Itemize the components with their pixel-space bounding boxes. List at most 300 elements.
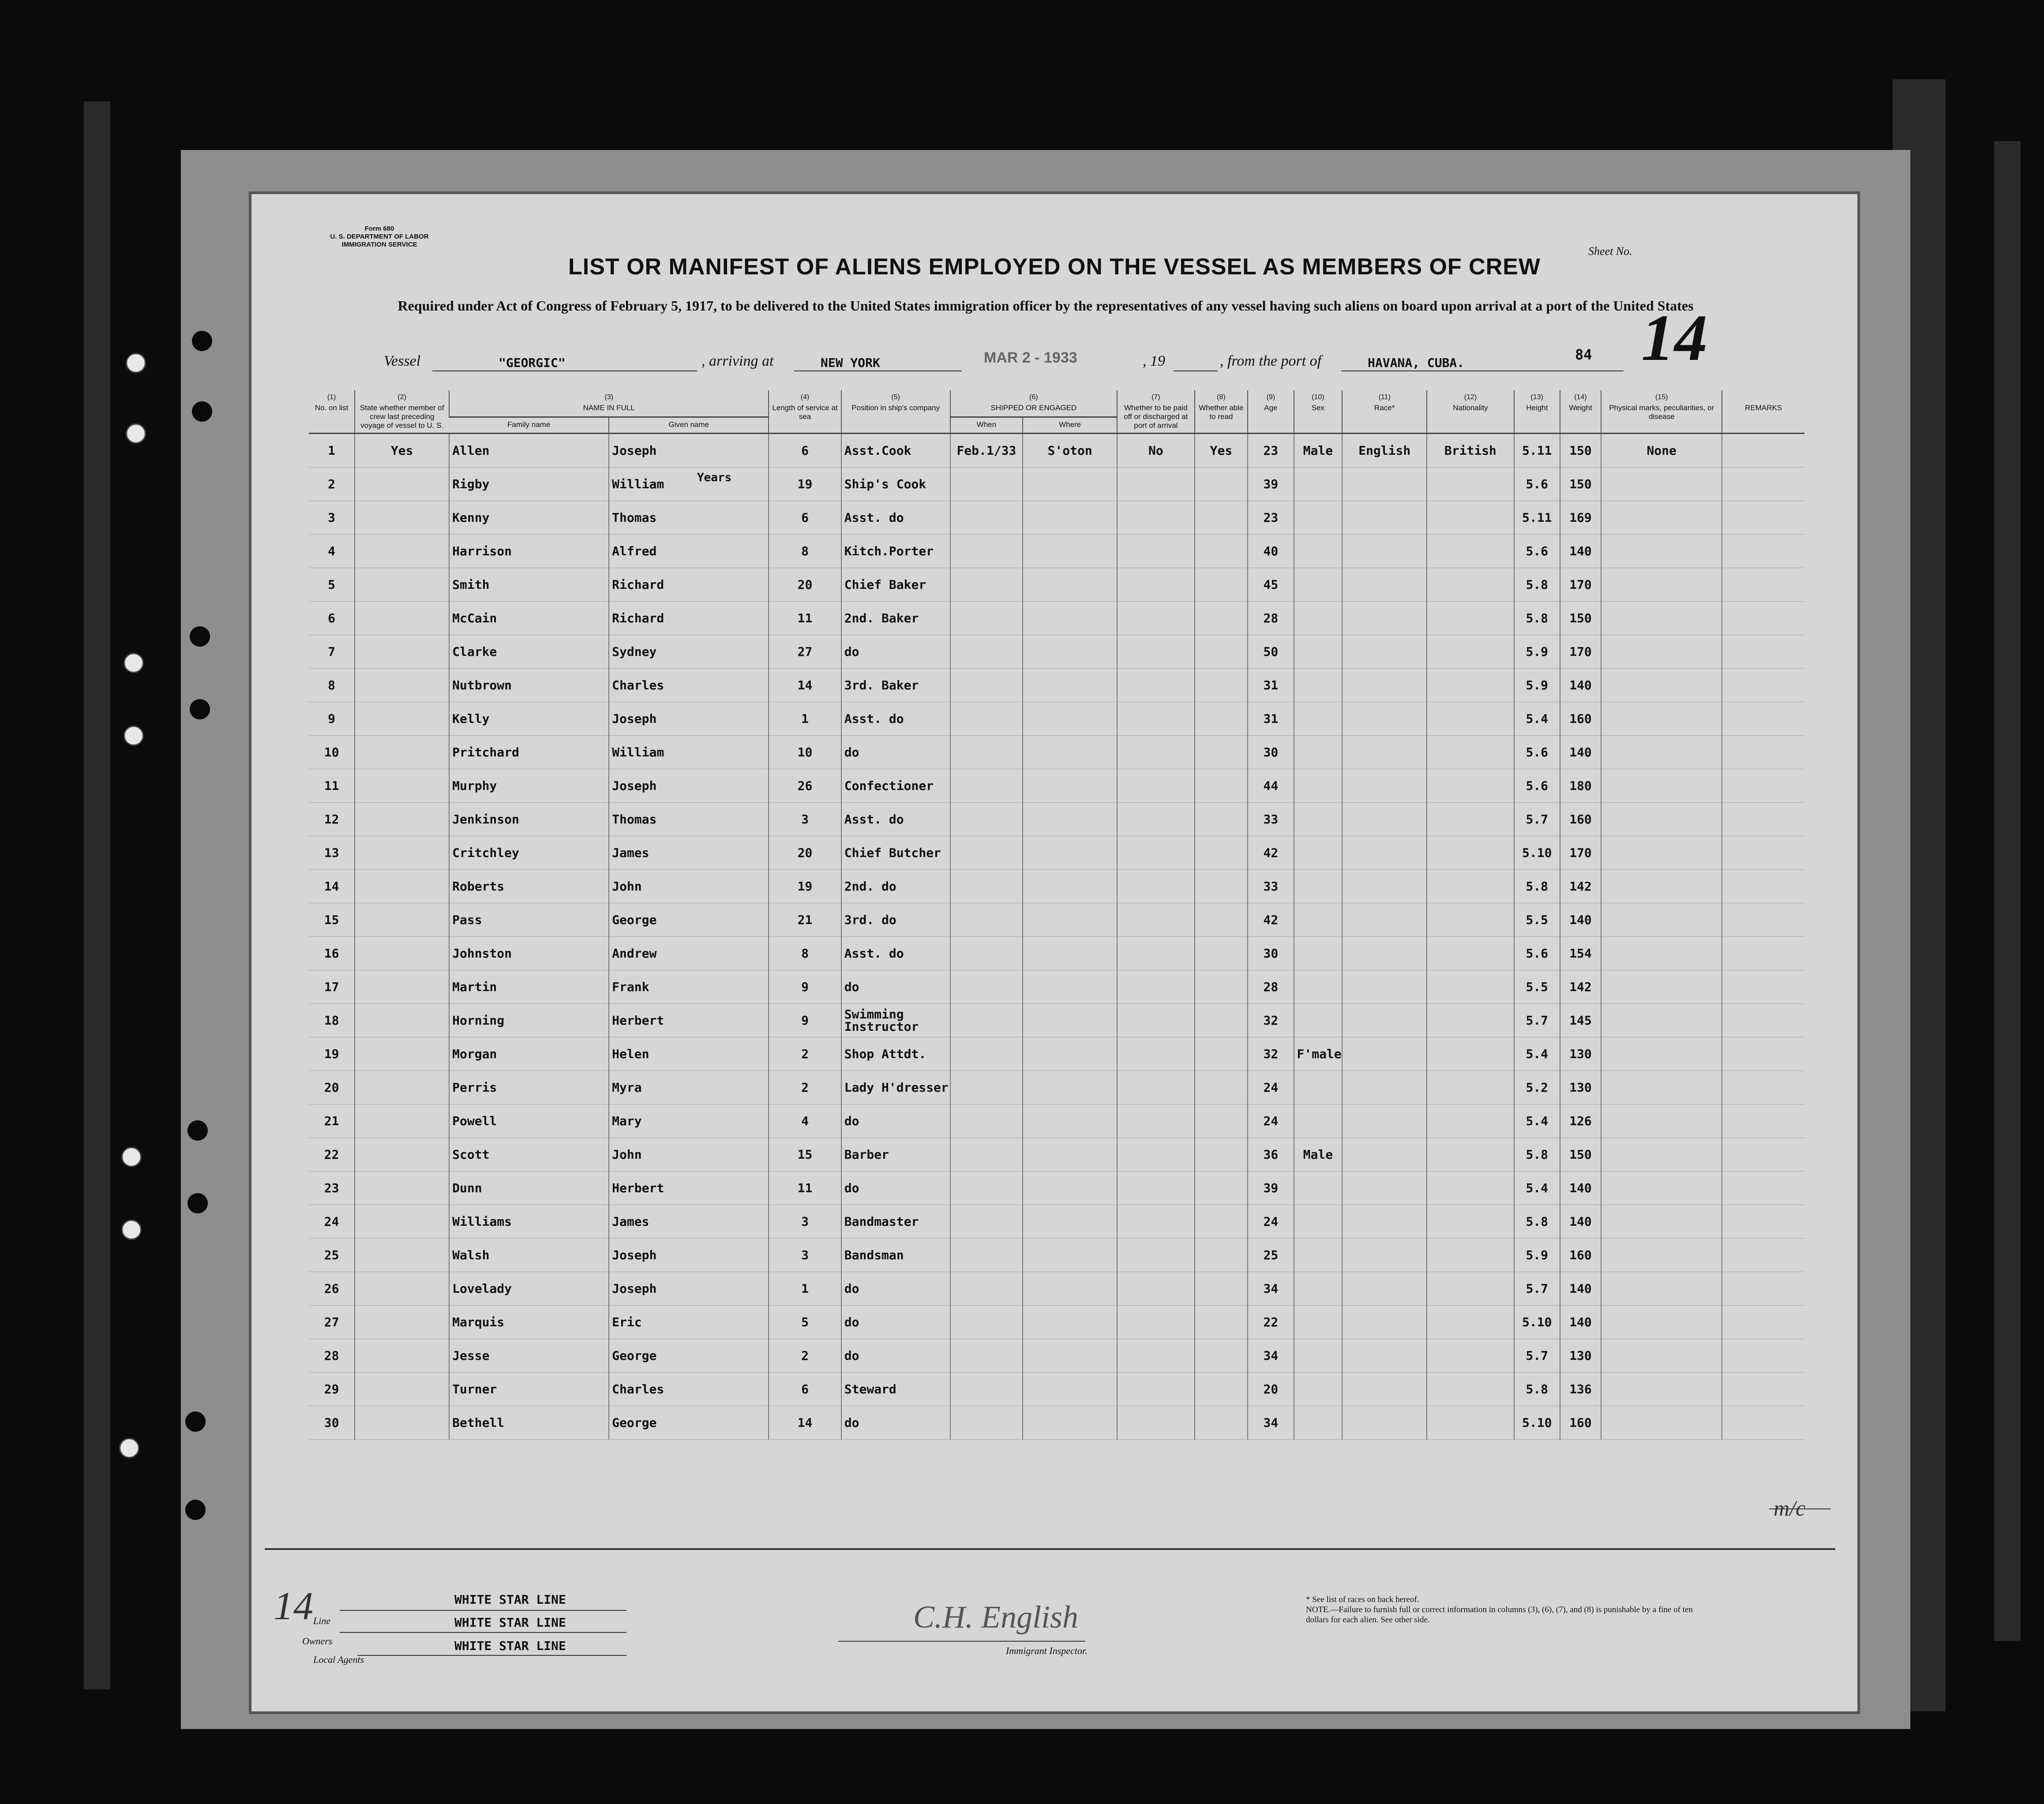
previous-voyage-cell <box>355 568 449 602</box>
physical-marks-cell <box>1601 1339 1722 1373</box>
physical-marks-cell <box>1601 870 1722 903</box>
family-name-cell: Murphy <box>449 769 609 803</box>
binder-hole <box>185 1411 206 1432</box>
service-years-cell: 20 <box>769 568 841 602</box>
given-name-cell: Myra <box>609 1071 769 1104</box>
col-header-height: (13) Height <box>1514 390 1560 434</box>
shipped-when-cell <box>950 836 1023 870</box>
paid-off-cell <box>1117 568 1195 602</box>
col-header-name-in-full: (3) NAME IN FULL <box>449 390 769 417</box>
shipped-when-cell <box>950 669 1023 702</box>
height-cell: 5.8 <box>1514 602 1560 635</box>
service-years-cell: 4 <box>769 1104 841 1138</box>
family-name-cell: Marquis <box>449 1306 609 1339</box>
height-cell: 5.8 <box>1514 1138 1560 1171</box>
right-handwritten-mark: m/c <box>1774 1496 1806 1520</box>
physical-marks-cell <box>1601 468 1722 501</box>
paid-off-cell <box>1117 1138 1195 1171</box>
sex-cell <box>1294 1171 1343 1205</box>
nationality-cell <box>1427 903 1514 937</box>
remarks-cell <box>1722 1339 1804 1373</box>
row-number-cell: 7 <box>309 635 355 669</box>
given-name-cell: John <box>609 1138 769 1171</box>
family-name-cell: Jesse <box>449 1339 609 1373</box>
family-name-cell: Clarke <box>449 635 609 669</box>
able-to-read-cell <box>1195 1239 1248 1272</box>
table-row <box>309 602 1804 635</box>
position-cell: Chief Baker <box>841 568 950 602</box>
race-cell <box>1342 635 1427 669</box>
family-name-cell: Lovelady <box>449 1272 609 1306</box>
family-name-cell: Smith <box>449 568 609 602</box>
race-cell <box>1342 669 1427 702</box>
row-number-cell: 2 <box>309 468 355 501</box>
from-label: , from the port of <box>1220 353 1322 369</box>
physical-marks-cell <box>1601 836 1722 870</box>
paid-off-cell <box>1117 937 1195 970</box>
nationality-cell <box>1427 535 1514 568</box>
shipped-when-cell <box>950 803 1023 836</box>
previous-voyage-cell <box>355 803 449 836</box>
position-cell: Asst. do <box>841 803 950 836</box>
row-number-cell: 14 <box>309 870 355 903</box>
able-to-read-cell <box>1195 1138 1248 1171</box>
previous-voyage-cell <box>355 1071 449 1104</box>
col-header-service: (4) Length of service at sea <box>769 390 841 434</box>
paid-off-cell <box>1117 1205 1195 1239</box>
physical-marks-cell <box>1601 501 1722 535</box>
race-cell <box>1342 1004 1427 1037</box>
age-cell: 42 <box>1248 836 1294 870</box>
nationality-cell <box>1427 702 1514 736</box>
shipped-where-cell <box>1023 1406 1117 1440</box>
given-name-cell: Eric <box>609 1306 769 1339</box>
position-cell: Steward <box>841 1373 950 1406</box>
sex-cell <box>1294 1239 1343 1272</box>
physical-marks-cell <box>1601 568 1722 602</box>
position-cell: Bandmaster <box>841 1205 950 1239</box>
family-name-cell: Rigby <box>449 468 609 501</box>
service-years-cell: 19 <box>769 468 841 501</box>
able-to-read-cell <box>1195 669 1248 702</box>
height-cell: 5.10 <box>1514 1306 1560 1339</box>
table-row <box>309 769 1804 803</box>
shipped-where-cell <box>1023 635 1117 669</box>
row-number-cell: 3 <box>309 501 355 535</box>
shipped-when-cell <box>950 1306 1023 1339</box>
height-cell: 5.4 <box>1514 1104 1560 1138</box>
family-name-cell: Dunn <box>449 1171 609 1205</box>
height-cell: 5.9 <box>1514 1239 1560 1272</box>
row-number-cell: 28 <box>309 1339 355 1373</box>
shipped-where-cell <box>1023 1239 1117 1272</box>
position-cell: do <box>841 1406 950 1440</box>
family-name-cell: Critchley <box>449 836 609 870</box>
col-header-age: (9) Age <box>1248 390 1294 434</box>
able-to-read-cell <box>1195 769 1248 803</box>
paid-off-cell <box>1117 1306 1195 1339</box>
previous-voyage-cell <box>355 1406 449 1440</box>
weight-cell: 140 <box>1560 903 1601 937</box>
signature-underline <box>838 1641 1085 1642</box>
service-years-cell: 1 <box>769 1272 841 1306</box>
right-mark-underline <box>1769 1508 1831 1509</box>
given-name-cell: Helen <box>609 1037 769 1071</box>
paid-off-cell <box>1117 501 1195 535</box>
nationality-cell <box>1427 870 1514 903</box>
height-cell: 5.10 <box>1514 836 1560 870</box>
shipped-where-cell <box>1023 1004 1117 1037</box>
age-cell: 28 <box>1248 970 1294 1004</box>
line-label: Line <box>313 1615 331 1626</box>
sex-cell <box>1294 970 1343 1004</box>
nationality-cell <box>1427 836 1514 870</box>
physical-marks-cell <box>1601 1406 1722 1440</box>
weight-cell: 130 <box>1560 1071 1601 1104</box>
previous-voyage-cell <box>355 1373 449 1406</box>
sex-cell <box>1294 568 1343 602</box>
physical-marks-cell <box>1601 1272 1722 1306</box>
given-name-cell: Mary <box>609 1104 769 1138</box>
physical-marks-cell <box>1601 1205 1722 1239</box>
race-cell <box>1342 1104 1427 1138</box>
remarks-cell <box>1722 1406 1804 1440</box>
page-title: LIST OR MANIFEST OF ALIENS EMPLOYED ON THE VESSEL AS MEMBERS OF CREW <box>568 254 1541 280</box>
agents-underline <box>357 1655 626 1656</box>
shipped-when-cell <box>950 1138 1023 1171</box>
shipped-when-cell <box>950 535 1023 568</box>
previous-voyage-cell <box>355 535 449 568</box>
nationality-cell <box>1427 1306 1514 1339</box>
family-name-cell: Johnston <box>449 937 609 970</box>
sex-cell <box>1294 803 1343 836</box>
family-name-cell: Walsh <box>449 1239 609 1272</box>
able-to-read-cell <box>1195 1004 1248 1037</box>
service-name: IMMIGRATION SERVICE <box>341 241 417 248</box>
paid-off-cell: No <box>1117 434 1195 468</box>
position-cell: Confectioner <box>841 769 950 803</box>
shipped-where-cell <box>1023 903 1117 937</box>
sex-cell <box>1294 836 1343 870</box>
shipped-where-cell <box>1023 836 1117 870</box>
row-number-cell: 18 <box>309 1004 355 1037</box>
physical-marks-cell <box>1601 1306 1722 1339</box>
table-row <box>309 1272 1804 1306</box>
height-cell: 5.11 <box>1514 434 1560 468</box>
sex-cell <box>1294 635 1343 669</box>
row-number-cell: 16 <box>309 937 355 970</box>
shipped-where-cell <box>1023 937 1117 970</box>
given-name-cell: Joseph <box>609 769 769 803</box>
remarks-cell <box>1722 1239 1804 1272</box>
row-number-cell: 17 <box>309 970 355 1004</box>
position-cell: do <box>841 1171 950 1205</box>
shipped-where-cell <box>1023 1037 1117 1071</box>
physical-marks-cell <box>1601 1138 1722 1171</box>
age-cell: 31 <box>1248 669 1294 702</box>
able-to-read-cell <box>1195 937 1248 970</box>
shipped-where-cell <box>1023 1138 1117 1171</box>
film-edge-left <box>84 101 110 1689</box>
position-cell: do <box>841 1272 950 1306</box>
height-cell: 5.9 <box>1514 635 1560 669</box>
physical-marks-cell <box>1601 970 1722 1004</box>
binder-hole <box>188 1193 208 1213</box>
race-cell <box>1342 937 1427 970</box>
nationality-cell <box>1427 568 1514 602</box>
weight-cell: 140 <box>1560 736 1601 769</box>
service-years-cell: 3 <box>769 1205 841 1239</box>
previous-voyage-cell <box>355 736 449 769</box>
physical-marks-cell <box>1601 937 1722 970</box>
given-name-cell: Joseph <box>609 434 769 468</box>
given-name-cell: Richard <box>609 568 769 602</box>
table-row <box>309 1373 1804 1406</box>
family-name-cell: McCain <box>449 602 609 635</box>
position-cell: Bandsman <box>841 1239 950 1272</box>
remarks-cell <box>1722 468 1804 501</box>
nationality-cell <box>1427 970 1514 1004</box>
age-cell: 22 <box>1248 1306 1294 1339</box>
family-name-cell: Pritchard <box>449 736 609 769</box>
position-cell: Asst. do <box>841 702 950 736</box>
age-cell: 42 <box>1248 903 1294 937</box>
remarks-cell <box>1722 568 1804 602</box>
binder-hole <box>121 1147 142 1167</box>
years-label: Years <box>697 471 732 484</box>
race-cell <box>1342 702 1427 736</box>
physical-marks-cell <box>1601 702 1722 736</box>
remarks-cell <box>1722 1171 1804 1205</box>
race-cell <box>1342 903 1427 937</box>
given-name-cell: Joseph <box>609 1239 769 1272</box>
shipped-where-cell <box>1023 1306 1117 1339</box>
nationality-cell <box>1427 1104 1514 1138</box>
race-cell <box>1342 736 1427 769</box>
agents-label: Local Agents <box>313 1654 364 1665</box>
paid-off-cell <box>1117 1104 1195 1138</box>
height-cell: 5.11 <box>1514 501 1560 535</box>
row-number-cell: 21 <box>309 1104 355 1138</box>
remarks-cell <box>1722 1373 1804 1406</box>
paid-off-cell <box>1117 836 1195 870</box>
height-cell: 5.6 <box>1514 769 1560 803</box>
height-cell: 5.5 <box>1514 970 1560 1004</box>
table-row <box>309 937 1804 970</box>
physical-marks-cell <box>1601 602 1722 635</box>
crew-rows <box>309 434 1804 1440</box>
service-years-cell: 9 <box>769 1004 841 1037</box>
physical-marks-cell <box>1601 669 1722 702</box>
col-header-race: (11) Race* <box>1342 390 1427 434</box>
table-row <box>309 870 1804 903</box>
age-cell: 24 <box>1248 1205 1294 1239</box>
department-name: U. S. DEPARTMENT OF LABOR <box>330 233 429 240</box>
position-cell: Asst.Cook <box>841 434 950 468</box>
weight-cell: 160 <box>1560 1239 1601 1272</box>
able-to-read-cell <box>1195 1104 1248 1138</box>
position-cell: Asst. do <box>841 501 950 535</box>
race-cell <box>1342 970 1427 1004</box>
sex-cell <box>1294 1373 1343 1406</box>
col-header-position: (5) Position in ship's company <box>841 390 950 434</box>
physical-marks-cell <box>1601 535 1722 568</box>
shipped-where-cell <box>1023 702 1117 736</box>
col-header-weight: (14) Weight <box>1560 390 1601 434</box>
given-name-cell: Joseph <box>609 702 769 736</box>
able-to-read-cell <box>1195 836 1248 870</box>
age-cell: 20 <box>1248 1373 1294 1406</box>
shipped-when-cell <box>950 1205 1023 1239</box>
sex-cell <box>1294 468 1343 501</box>
weight-cell: 154 <box>1560 937 1601 970</box>
shipped-where-cell <box>1023 1272 1117 1306</box>
nationality-cell <box>1427 1004 1514 1037</box>
paid-off-cell <box>1117 1272 1195 1306</box>
sex-cell <box>1294 1071 1343 1104</box>
physical-marks-cell <box>1601 903 1722 937</box>
shipped-where-cell <box>1023 1373 1117 1406</box>
height-cell: 5.6 <box>1514 468 1560 501</box>
height-cell: 5.4 <box>1514 1171 1560 1205</box>
table-row <box>309 1037 1804 1071</box>
paid-off-cell <box>1117 970 1195 1004</box>
shipped-when-cell <box>950 1071 1023 1104</box>
race-cell <box>1342 1306 1427 1339</box>
able-to-read-cell <box>1195 870 1248 903</box>
table-row <box>309 1171 1804 1205</box>
race-cell <box>1342 870 1427 903</box>
nationality-cell <box>1427 1272 1514 1306</box>
family-name-cell: Morgan <box>449 1037 609 1071</box>
weight-cell: 170 <box>1560 568 1601 602</box>
table-row <box>309 1239 1804 1272</box>
nationality-cell <box>1427 501 1514 535</box>
able-to-read-cell <box>1195 602 1248 635</box>
age-cell: 36 <box>1248 1138 1294 1171</box>
shipped-where-cell <box>1023 501 1117 535</box>
physical-marks-cell <box>1601 1104 1722 1138</box>
service-years-cell: 14 <box>769 669 841 702</box>
family-name-cell: Scott <box>449 1138 609 1171</box>
weight-cell: 140 <box>1560 1272 1601 1306</box>
remarks-cell <box>1722 1071 1804 1104</box>
row-number-cell: 23 <box>309 1171 355 1205</box>
position-cell: do <box>841 736 950 769</box>
family-name-cell: Powell <box>449 1104 609 1138</box>
nationality-cell <box>1427 669 1514 702</box>
shipped-when-cell <box>950 702 1023 736</box>
service-years-cell: 3 <box>769 1239 841 1272</box>
able-to-read-cell <box>1195 1339 1248 1373</box>
remarks-cell <box>1722 903 1804 937</box>
able-to-read-cell <box>1195 702 1248 736</box>
sex-cell <box>1294 937 1343 970</box>
owners-label: Owners <box>302 1636 333 1647</box>
table-row <box>309 1138 1804 1171</box>
shipped-where-cell <box>1023 568 1117 602</box>
shipped-where-cell <box>1023 535 1117 568</box>
family-name-cell: Kenny <box>449 501 609 535</box>
nationality-cell <box>1427 602 1514 635</box>
able-to-read-cell <box>1195 903 1248 937</box>
weight-cell: 145 <box>1560 1004 1601 1037</box>
race-cell <box>1342 1239 1427 1272</box>
binder-hole <box>192 331 212 351</box>
race-cell <box>1342 535 1427 568</box>
inspector-label: Immigrant Inspector. <box>1006 1645 1088 1656</box>
shipped-where-cell <box>1023 736 1117 769</box>
table-row <box>309 501 1804 535</box>
physical-marks-cell <box>1601 635 1722 669</box>
sex-cell <box>1294 1104 1343 1138</box>
service-years-cell: 10 <box>769 736 841 769</box>
height-cell: 5.7 <box>1514 1272 1560 1306</box>
remarks-cell <box>1722 635 1804 669</box>
given-name-cell: Charles <box>609 1373 769 1406</box>
row-number-cell: 24 <box>309 1205 355 1239</box>
age-cell: 23 <box>1248 501 1294 535</box>
height-cell: 5.6 <box>1514 736 1560 769</box>
paid-off-cell <box>1117 903 1195 937</box>
family-name-cell: Horning <box>449 1004 609 1037</box>
service-years-cell: 6 <box>769 1373 841 1406</box>
agents-value: WHITE STAR LINE <box>454 1639 566 1653</box>
service-years-cell: 5 <box>769 1306 841 1339</box>
row-number-cell: 20 <box>309 1071 355 1104</box>
owners-value: WHITE STAR LINE <box>454 1615 566 1630</box>
shipped-where-cell <box>1023 1171 1117 1205</box>
table-row <box>309 803 1804 836</box>
previous-voyage-cell <box>355 769 449 803</box>
family-name-cell: Roberts <box>449 870 609 903</box>
position-cell: Asst. do <box>841 937 950 970</box>
age-cell: 34 <box>1248 1406 1294 1440</box>
col-header-when: When <box>950 417 1023 434</box>
paid-off-cell <box>1117 702 1195 736</box>
row-number-cell: 27 <box>309 1306 355 1339</box>
remarks-cell <box>1722 970 1804 1004</box>
given-name-cell: Thomas <box>609 803 769 836</box>
table-row <box>309 702 1804 736</box>
age-cell: 50 <box>1248 635 1294 669</box>
shipped-where-cell <box>1023 1339 1117 1373</box>
age-cell: 24 <box>1248 1071 1294 1104</box>
weight-cell: 150 <box>1560 1138 1601 1171</box>
paid-off-cell <box>1117 870 1195 903</box>
given-name-cell: Charles <box>609 669 769 702</box>
nationality-cell <box>1427 769 1514 803</box>
able-to-read-cell <box>1195 803 1248 836</box>
service-years-cell: 19 <box>769 870 841 903</box>
race-cell <box>1342 501 1427 535</box>
given-name-cell: Sydney <box>609 635 769 669</box>
height-cell: 5.7 <box>1514 803 1560 836</box>
shipped-where-cell <box>1023 870 1117 903</box>
physical-marks-cell <box>1601 1004 1722 1037</box>
previous-voyage-cell <box>355 836 449 870</box>
table-row <box>309 1306 1804 1339</box>
age-cell: 24 <box>1248 1104 1294 1138</box>
crew-manifest-table <box>309 390 1804 1440</box>
position-cell: Ship's Cook <box>841 468 950 501</box>
form-header <box>322 225 437 249</box>
service-years-cell: 1 <box>769 702 841 736</box>
remarks-cell <box>1722 702 1804 736</box>
previous-voyage-cell <box>355 1306 449 1339</box>
row-number-cell: 30 <box>309 1406 355 1440</box>
service-years-cell: 8 <box>769 535 841 568</box>
